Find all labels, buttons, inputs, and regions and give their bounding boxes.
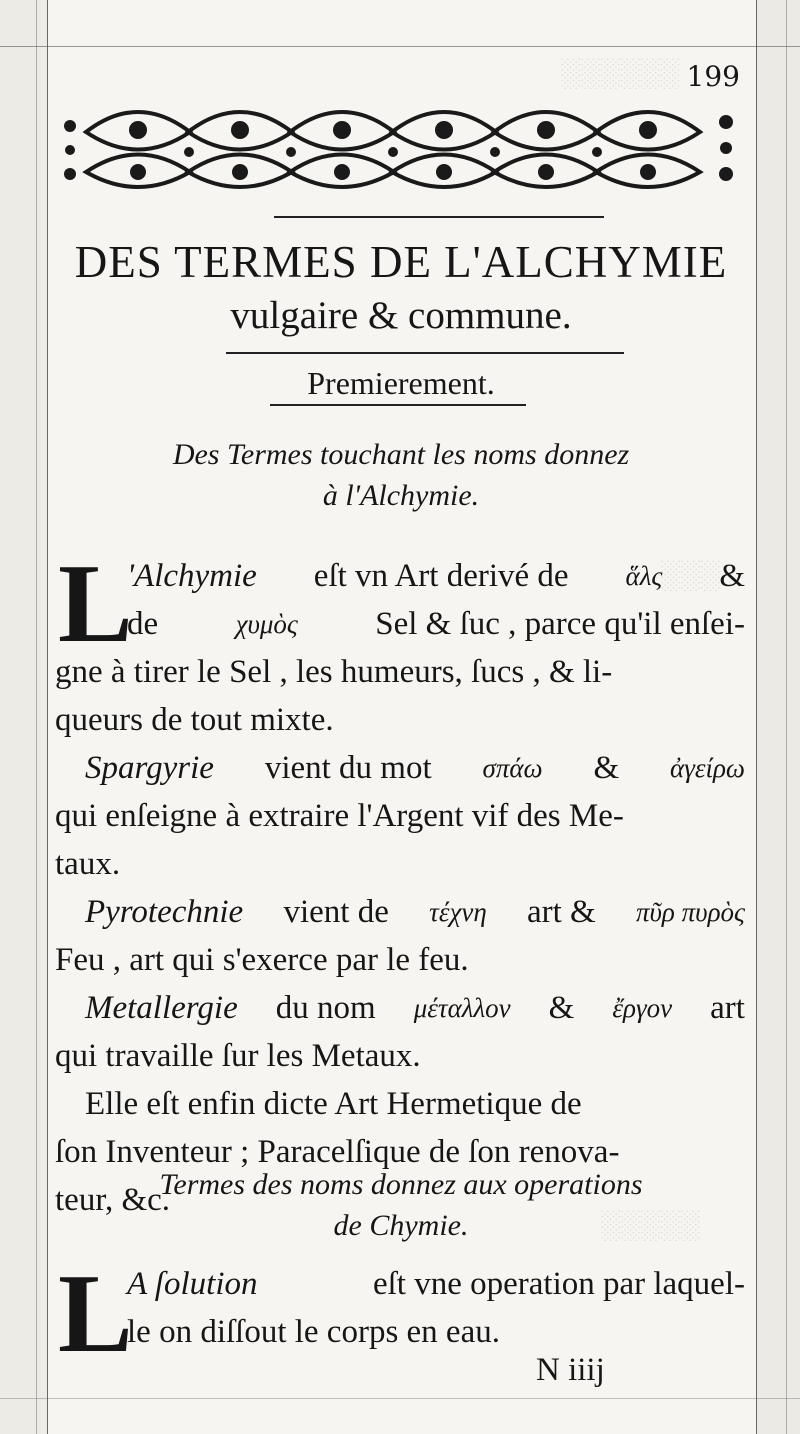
section-heading: Premierement. [307, 365, 495, 401]
body-text [55, 552, 745, 1224]
term: Spargyrie [85, 750, 214, 786]
greek-word: ἅλς [625, 561, 663, 591]
text-line: Elle eſt enfin dicte Art Hermetique de [85, 1086, 582, 1122]
text-line: qui travaille ſur les Metaux. [55, 1038, 421, 1074]
subheading-line: de Chymie. [333, 1209, 469, 1243]
subtitle-rule [226, 352, 624, 354]
right-edge-line [786, 0, 787, 1434]
greek-word: σπάω [482, 753, 543, 783]
drop-cap: L [58, 542, 133, 666]
text-line: gne à tirer le Sel , les humeurs, ſucs , & li- [55, 654, 613, 690]
text-line: le on diſſout le corps en eau. [127, 1314, 500, 1350]
text-line: 'Alchymie eſt vn Art derivé de ἅλς & [55, 552, 745, 600]
ornament-left-fleuron [64, 120, 76, 180]
page-number: 199 [686, 60, 740, 93]
right-page-edge [756, 0, 800, 1434]
term: A ſolution [127, 1266, 258, 1302]
left-edge-line [36, 0, 37, 1434]
greek-word: μέταλλον [413, 993, 511, 1023]
text-line: de χυμὸς Sel & ſuc , parce qu'il enſei- [55, 600, 745, 648]
bottom-edge-line [0, 1398, 800, 1399]
text-line: taux. [55, 846, 121, 882]
top-edge-line [0, 46, 800, 47]
chapter-title: DES TERMES DE L'ALCHYMIE [74, 237, 728, 287]
text-line: queurs de tout mixte. [55, 702, 334, 738]
subheading-names [48, 434, 754, 517]
text-line: Pyrotechnie vient de τέχνη art & πῦρ πυρὸς [55, 888, 745, 936]
term: 'Alchymie [127, 558, 257, 594]
greek-word: τέχνη [429, 897, 487, 927]
drop-cap: L [58, 1252, 133, 1376]
text-line: A ſolution eſt vne operation par laquel- [55, 1260, 745, 1308]
text-line: Spargyrie vient du mot σπάω & ἀγείρω [55, 744, 745, 792]
text-line: qui enſeigne à extraire l'Argent vif des Me- [55, 798, 624, 834]
right-gutter-line [756, 0, 757, 1434]
greek-word: χυμὸς [235, 609, 298, 639]
bleed-through: ░░░░░ [600, 1210, 700, 1241]
ornament-right-fleuron [719, 115, 733, 181]
subheading-line: à l'Alchymie. [322, 479, 480, 513]
subheading-line: Termes des noms donnez aux operations [159, 1168, 643, 1201]
term: Pyrotechnie [85, 894, 244, 930]
signature-mark: N iiij [536, 1352, 605, 1388]
bleed-through: ░░░░░░ [560, 58, 680, 89]
ornament-band [58, 92, 746, 202]
greek-word: ἀγείρω [670, 753, 745, 783]
title-top-rule [274, 216, 604, 218]
text-line: Metallergie du nom μέταλλον & ἔργον art [55, 984, 745, 1032]
bleed-through: ░░░ [660, 560, 720, 591]
text-line: ſon Inventeur ; Paracelſique de ſon renova- [55, 1134, 620, 1170]
body-text [55, 1260, 745, 1356]
greek-word: ἔργον [612, 993, 673, 1023]
term: Metallergie [85, 990, 238, 1026]
subheading-line: Des Termes touchant les noms donnez [172, 438, 630, 471]
subheading-operations [48, 1164, 754, 1247]
chapter-subtitle: vulgaire & commune. [230, 294, 572, 337]
text-line: Feu , art qui s'exerce par le feu. [55, 942, 469, 978]
greek-word: πῦρ πυρὸς [636, 897, 745, 927]
left-page-edge [0, 0, 48, 1434]
section-rule [270, 404, 526, 406]
text-line: teur, &c. [55, 1182, 171, 1218]
